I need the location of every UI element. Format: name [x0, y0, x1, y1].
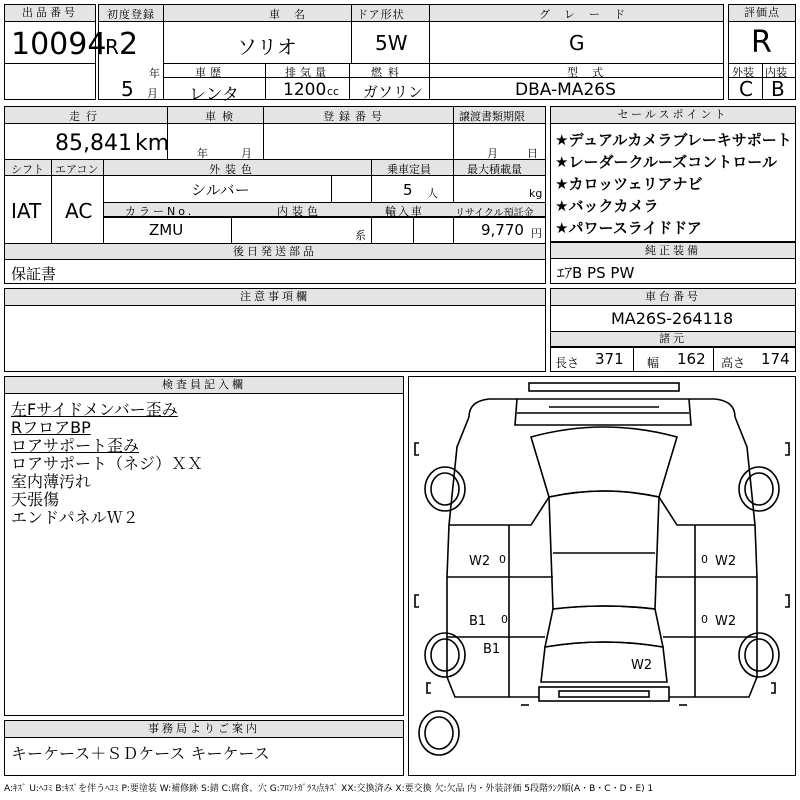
grade: G — [569, 31, 585, 55]
capacity: 5 — [403, 181, 413, 199]
max-load-label: 最大積載量 — [467, 163, 522, 176]
mileage-label: 走行 — [69, 110, 103, 123]
month-unit: 月 — [147, 87, 158, 100]
sales-point-item: ★デュアルカメラブレーキサポート — [555, 131, 792, 149]
model: DBA-MA26S — [515, 80, 616, 100]
inspector-note-line: 左Fサイドメンバー歪み — [11, 400, 178, 419]
color-no-label: カラーNo. — [125, 205, 195, 218]
car-diagram — [409, 377, 795, 775]
capacity-unit: 人 — [427, 187, 438, 200]
air-conditioner: AC — [65, 199, 93, 223]
damage-mark-front-right-door-count: 0 — [701, 553, 708, 566]
notes-label: 注意事項欄 — [5, 289, 545, 306]
dims-label: 諸元 — [551, 332, 795, 347]
sales-point-item: ★バックカメラ — [555, 197, 659, 215]
length: 371 — [595, 350, 624, 368]
car-name: ソリオ — [237, 35, 297, 59]
damage-mark-rear-right-door: W2 — [715, 614, 737, 629]
inspector-note-line: 天張傷 — [11, 490, 60, 509]
office-note: キーケース＋ＳＤケース キーケース — [11, 744, 270, 763]
fuel: ガソリン — [363, 83, 424, 101]
door-type: 5W — [375, 31, 408, 55]
sales-points-label: セールスポイント — [551, 107, 795, 124]
hood — [515, 399, 691, 425]
sales-point-item: ★パワースライドドア — [555, 219, 702, 237]
damage-mark-front-left-door: W2 — [469, 554, 491, 569]
inspection-label: 車検 — [205, 110, 239, 123]
year-unit: 年 — [149, 67, 160, 80]
legend: A:ｷｽﾞ U:ﾍｺﾐ B:ｷｽﾞを伴うﾍｺﾐ P:要塗装 W:補修跡 S:錆 C:腐食、穴 G:ﾌﾛﾝﾄｶﾞﾗｽ点ｷｽﾞ XX:交換済み X:要交換 欠:欠品 内・外装評価 5段階ﾗﾝｸ順(A・B・C・D・E) 1 — [4, 784, 654, 794]
roof — [549, 491, 659, 609]
damage-mark-front-left-door-count: 0 — [499, 553, 506, 566]
recycle-fee: 9,770 — [481, 221, 524, 239]
sales-points-box — [550, 106, 796, 242]
inspector-box — [4, 376, 404, 716]
damage-mark-rear-left-door-count: 0 — [501, 613, 508, 626]
inspection-year-unit: 年 — [197, 147, 208, 160]
car-name-label: 車名 — [269, 8, 319, 21]
int-grade: B — [771, 77, 785, 101]
ext-color-label: 外装色 — [209, 163, 257, 176]
sales-point-item: ★カロッツェリアナビ — [555, 175, 703, 193]
model-label: 型式 — [567, 66, 617, 79]
damage-mark-rear-right-quarter: W2 — [631, 658, 653, 673]
recycle-unit: 円 — [531, 227, 542, 240]
lot-number-label: 出品番号 — [5, 5, 95, 22]
mileage: 85,841 — [55, 131, 132, 156]
vehicle-detail-box — [4, 106, 546, 284]
later-parts: 保証書 — [11, 265, 57, 283]
damage-mark-rear-right-door-count: 0 — [701, 613, 708, 626]
width-label: 幅 — [647, 356, 660, 370]
rear-window — [545, 606, 663, 647]
ext-grade: C — [739, 77, 753, 101]
ext-color: シルバー — [191, 181, 250, 199]
length-label: 長さ — [555, 356, 580, 370]
car-diagram-box — [408, 376, 796, 776]
displacement: 1200 — [283, 80, 327, 100]
era-year: 2 — [119, 27, 139, 62]
score-label: 評価点 — [729, 5, 795, 22]
ext-label: 外装 — [732, 66, 754, 79]
inspector-note-line: ロアサポート（ネジ）ＸＸ — [11, 454, 204, 473]
ac-label: エアコン — [55, 163, 99, 176]
history-label: 車歴 — [195, 66, 225, 79]
inspector-note-line: 室内薄汚れ — [11, 472, 92, 491]
reg-no-label: 登録番号 — [323, 110, 387, 123]
lot-number-box — [4, 4, 107, 100]
inspector-note-line: エンドパネルＷ２ — [11, 508, 139, 527]
equipment: ｴｱB PS PW — [557, 264, 635, 282]
main-info-box — [98, 4, 724, 105]
transfer-month-unit: 月 — [487, 147, 498, 160]
color-no: ZMU — [149, 221, 184, 239]
windshield — [531, 427, 677, 497]
inspector-note-line: RフロアBP — [11, 418, 91, 437]
first-reg-label: 初度登録 — [107, 8, 155, 21]
import-label: 輸入車 — [385, 205, 424, 218]
capacity-label: 乗車定員 — [387, 163, 431, 176]
fuel-label: 燃料 — [371, 66, 405, 79]
equipment-label: 純正装備 — [551, 243, 795, 259]
transfer-day-unit: 日 — [527, 147, 538, 160]
score: R — [751, 25, 772, 60]
damage-mark-rear-left-door: B1 — [469, 614, 487, 629]
first-reg-month: 5 — [121, 77, 134, 101]
equipment-box — [550, 242, 796, 284]
height: 174 — [761, 350, 790, 368]
damage-mark-rear-left-quarter: B1 — [483, 642, 501, 657]
chassis-number: MA26S-264118 — [611, 309, 734, 328]
int-color-label: 内装色 — [277, 205, 322, 218]
displacement-unit: cc — [327, 85, 340, 98]
history: レンタ — [189, 85, 239, 105]
displacement-label: 排気量 — [285, 66, 330, 79]
inspection-month-unit: 月 — [241, 147, 252, 160]
grade-label: グレード — [539, 8, 639, 21]
mileage-unit: km — [135, 131, 170, 156]
chassis-label: 車台番号 — [551, 289, 795, 306]
score-box — [728, 4, 796, 100]
notes-box — [4, 288, 546, 372]
door-label: ドア形状 — [357, 8, 405, 21]
recycle-label: リサイクル預託金 — [455, 208, 534, 219]
later-parts-label: 後日発送部品 — [5, 244, 545, 260]
inspector-note-line: ロアサポート歪み — [11, 436, 140, 455]
width: 162 — [677, 350, 706, 368]
inspector-label: 検査員記入欄 — [5, 377, 403, 394]
max-load-unit: kg — [529, 187, 543, 200]
transfer-label: 譲渡書類期限 — [459, 110, 525, 123]
int-label: 内装 — [765, 66, 787, 79]
office-label: 事務局よりご案内 — [5, 721, 403, 738]
shift-label: シフト — [11, 163, 44, 176]
shift: IAT — [11, 199, 42, 223]
sales-point-item: ★レーダークルーズコントロール — [555, 153, 777, 171]
office-box — [4, 720, 404, 776]
int-color-unit: 系 — [355, 229, 366, 242]
chassis-box — [550, 288, 796, 372]
right-side — [669, 417, 757, 697]
lot-number: 10094 — [11, 27, 107, 62]
era-letter: R — [105, 35, 119, 59]
height-label: 高さ — [721, 356, 746, 370]
front-bumper — [529, 383, 679, 391]
damage-mark-front-right-door: W2 — [715, 554, 737, 569]
